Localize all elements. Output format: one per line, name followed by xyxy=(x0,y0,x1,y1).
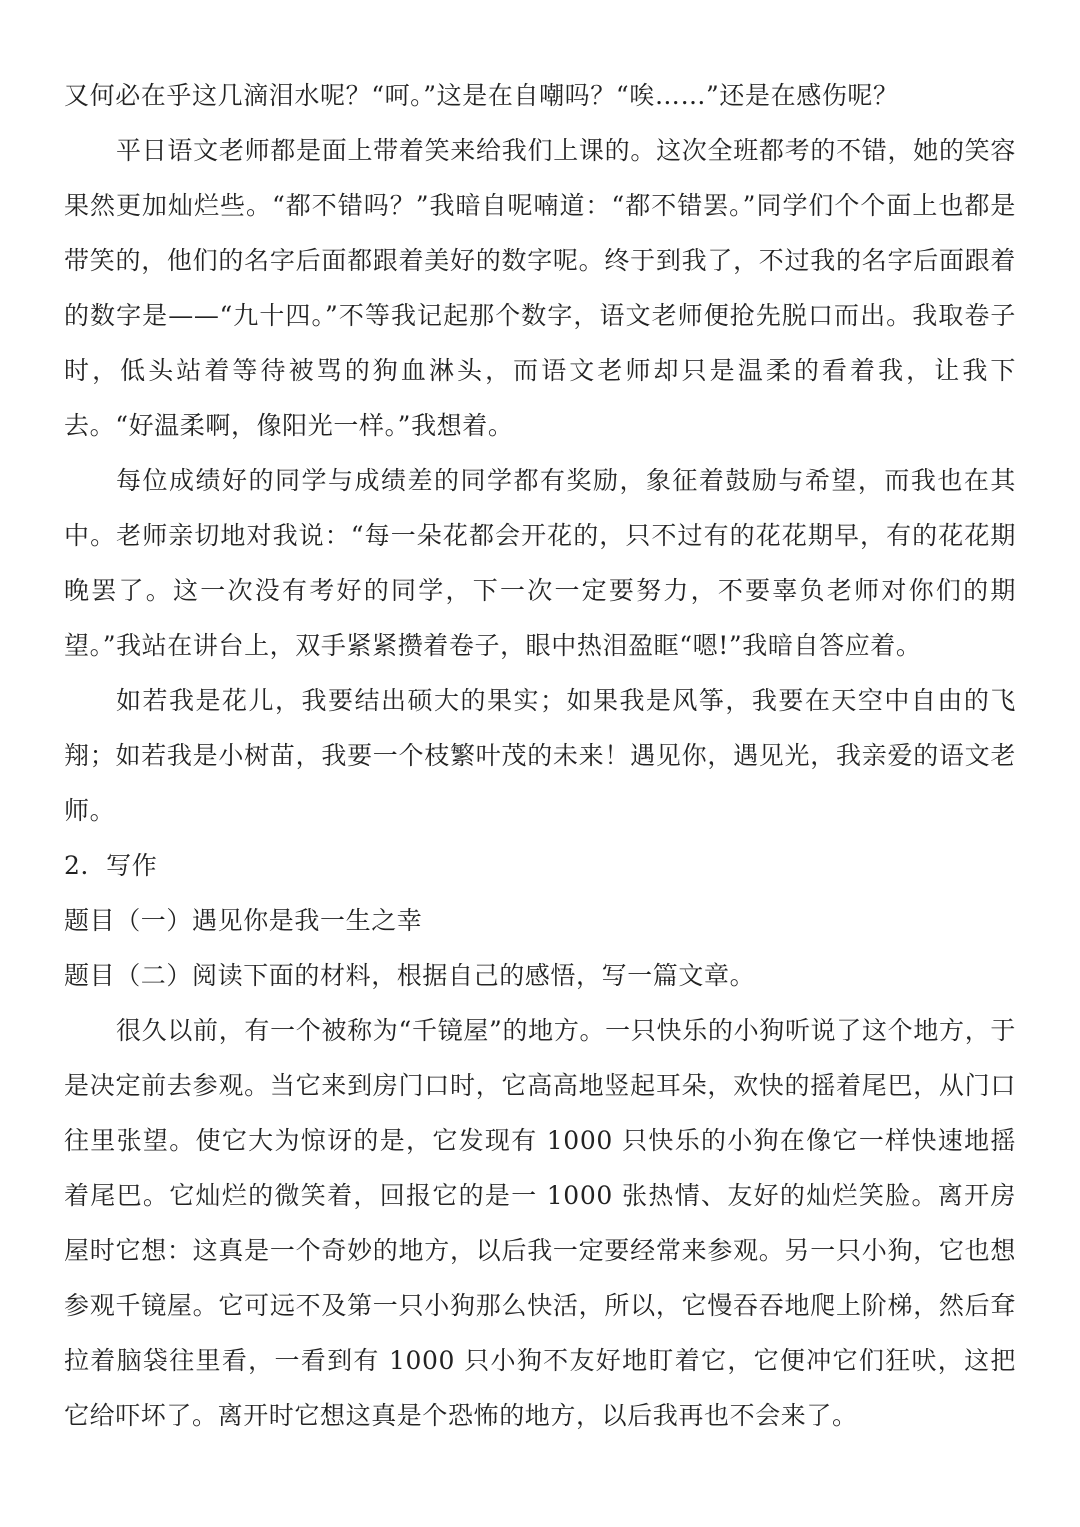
prompt-topic-two: 题目（二）阅读下面的材料，根据自己的感悟，写一篇文章。 xyxy=(64,961,756,990)
prompt-topic-one: 题目（一）遇见你是我一生之幸 xyxy=(64,906,423,935)
paragraph-conclusion: 如若我是花儿，我要结出硕大的果实；如果我是风筝，我要在天空中自由的飞翔；如若我是小树苗，我要一个枝繁叶茂的未来！遇见你，遇见光，我亲爱的语文老师。 xyxy=(64,686,1016,825)
paragraph-teacher-smile: 平日语文老师都是面上带着笑来给我们上课的。这次全班都考的不错，她的笑容果然更加灿烂些。“都不错吗？”我暗自呢喃道：“都不错罢。”同学们个个面上也都是带笑的，他们的名字后面都跟着美好的数字呢。终于到我了，不过我的名字后面跟着的数字是——“九十四。”不等我记起那个数字，语文老师便抢先脱口而出。我取卷子时，低头站着等待被骂的狗血淋头，而语文老师却只是温柔的看着我，让我下去。“好温柔啊，像阳光一样。”我想着。 xyxy=(64,136,1016,440)
section-heading-writing: 2．写作 xyxy=(64,851,158,880)
paragraph-encouragement: 每位成绩好的同学与成绩差的同学都有奖励，象征着鼓励与希望，而我也在其中。老师亲切地对我说：“每一朵花都会开花的，只不过有的花花期早，有的花花期晚罢了。这一次没有考好的同学，下一次一定要努力，不要辜负老师对你们的期望。”我站在讲台上，双手紧紧攒着卷子，眼中热泪盈眶“嗯!”我暗自答应着。 xyxy=(64,466,1016,660)
paragraph-mirror-house-story: 很久以前，有一个被称为“千镜屋”的地方。一只快乐的小狗听说了这个地方，于是决定前去参观。当它来到房门口时，它高高地竖起耳朵，欢快的摇着尾巴，从门口往里张望。使它大为惊讶的是，它发现有 1000 只快乐的小狗在像它一样快速地摇着尾巴。它灿烂的微笑着，回报它的是一 1000 张热情、友好的灿烂笑脸。离开房屋时它想：这真是一个奇妙的地方，以后我一定要经常来参观。另一只小狗，它也想参观千镜屋。它可远不及第一只小狗那么快活，所以，它慢吞吞地爬上阶梯，然后耷拉着脑袋往里看，一看到有 1000 只小狗不友好地盯着它，它便冲它们狂吠，这把它给吓坏了。离开时它想这真是个恐怖的地方，以后我再也不会来了。 xyxy=(64,1016,1016,1430)
paragraph-continuation: 又何必在乎这几滴泪水呢？“呵。”这是在自嘲吗？“唉……”还是在感伤呢？ xyxy=(64,81,899,110)
